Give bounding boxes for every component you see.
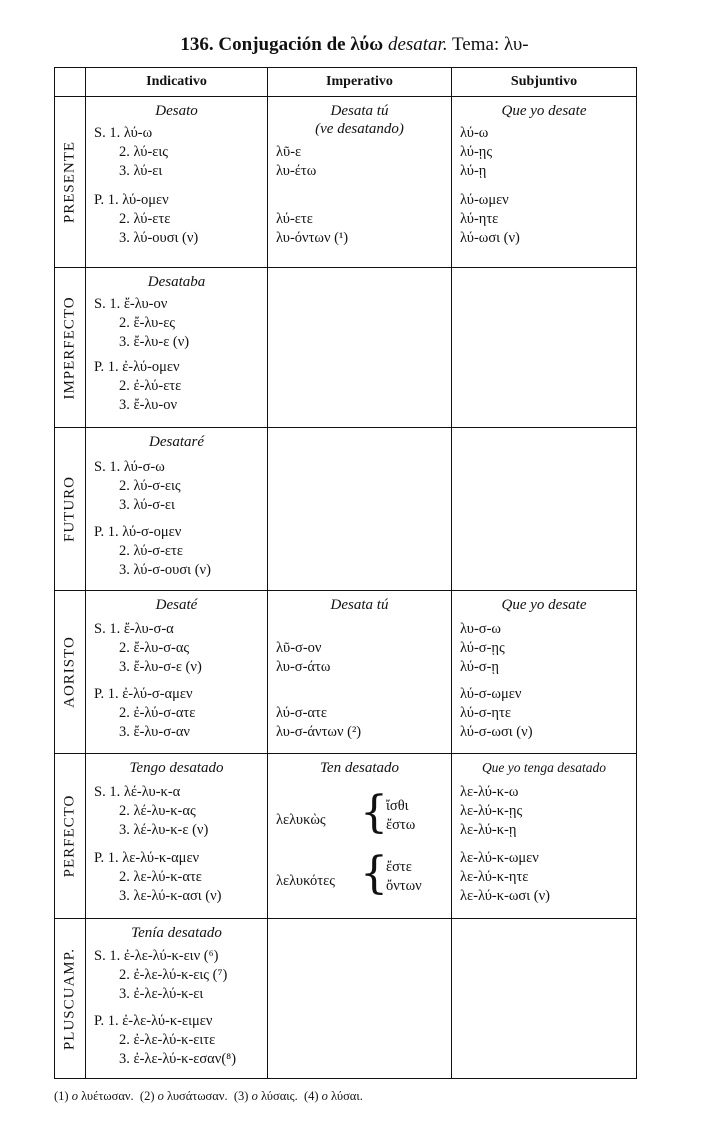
col-header-indicativo: Indicativo	[86, 68, 268, 97]
form: λύ-σ-ωσι (ν)	[460, 724, 533, 740]
form: 3. ἔ-λυ-σ-ε (ν)	[119, 659, 202, 675]
cell-heading: Que yo tenga desatado	[481, 760, 607, 775]
tense-label: IMPERFECTO	[61, 295, 78, 400]
form: λύ-σ-ωμεν	[460, 686, 522, 702]
form: 3. ἐ-λε-λύ-κ-εσαν(⁸)	[119, 1051, 237, 1067]
form: 2. ἐ-λε-λύ-κ-ειτε	[119, 1032, 216, 1048]
footnote-prefix: o	[157, 1089, 164, 1103]
tense-label-cell	[55, 268, 86, 428]
form: λύ-ετε	[276, 211, 313, 227]
form: ἔστε	[386, 859, 412, 875]
form: P. 1. λύ-ομεν	[94, 192, 169, 208]
form: λύ-ῃς	[460, 144, 493, 160]
footnote-prefix: o	[251, 1089, 258, 1103]
form: 2. ἔ-λυ-σ-ας	[119, 640, 190, 656]
form: P. 1. λύ-σ-ομεν	[94, 524, 182, 540]
tense-label-cell	[55, 754, 86, 919]
footnote-number: (1)	[54, 1089, 69, 1103]
form: 2. ἐ-λύ-σ-ατε	[119, 705, 196, 721]
tense-label-cell	[55, 97, 86, 268]
form: λῦ-σ-ον	[276, 640, 322, 656]
section-number: 136.	[180, 34, 214, 55]
tense-row-presente	[55, 97, 637, 268]
form: 3. ἔ-λυ-ε (ν)	[119, 334, 190, 350]
footnote-number: (2)	[139, 1089, 155, 1103]
form: λε-λύ-κ-ωσι (ν)	[460, 888, 550, 904]
form: 3. λύ-σ-ουσι (ν)	[119, 562, 211, 578]
cell-heading: Desataré	[149, 434, 204, 450]
indicativo-cell	[86, 591, 268, 754]
footnote	[304, 1089, 363, 1103]
subjuntivo-cell-empty	[452, 268, 637, 428]
form: λύ-σ-ατε	[276, 705, 327, 721]
form: 2. λύ-ετε	[119, 211, 171, 227]
form: λυ-έτω	[276, 163, 317, 179]
indicativo-cell	[86, 428, 268, 591]
form: 2. λέ-λυ-κ-ας	[119, 803, 196, 819]
footnote-text: λυσάτωσαν.	[167, 1089, 228, 1103]
form: 2. λύ-σ-ετε	[119, 543, 183, 559]
form: λυ-σ-ω	[460, 621, 501, 637]
tense-label-cell	[55, 591, 86, 754]
title-stem: Tema: λυ-	[452, 34, 529, 55]
cell-heading: Desata tú	[330, 103, 389, 119]
cell-heading: Que yo desate	[501, 597, 587, 613]
form: λε-λύ-κ-ῃς	[460, 803, 523, 819]
tense-row-imperfecto	[55, 268, 637, 428]
subjuntivo-cell	[452, 591, 637, 754]
form: S. 1. λύ-ω	[94, 125, 153, 141]
form: P. 1. ἐ-λύ-σ-αμεν	[94, 686, 193, 702]
cell-heading: Desato	[155, 103, 198, 119]
footnote-prefix: o	[71, 1089, 78, 1103]
form: λε-λύ-κ-ω	[460, 784, 519, 800]
form: 3. λύ-ει	[119, 163, 163, 179]
indicativo-cell	[86, 754, 268, 919]
corner-cell	[55, 68, 86, 97]
cell-heading: Ten desatado	[319, 760, 400, 776]
cell-heading: Desataba	[147, 274, 206, 290]
form: λύ-ωσι (ν)	[460, 230, 520, 246]
form: λε-λύ-κ-ωμεν	[460, 850, 539, 866]
form: S. 1. ἔ-λυ-σ-α	[94, 621, 174, 637]
tense-row-futuro	[55, 428, 637, 591]
form: λυ-σ-άτω	[276, 659, 331, 675]
indicativo-cell	[86, 268, 268, 428]
tense-row-pluscuamperfecto	[55, 919, 637, 1079]
cell-heading: Que yo desate	[501, 103, 587, 119]
form: 3. λύ-ουσι (ν)	[119, 230, 199, 246]
form: 3. λέ-λυ-κ-ε (ν)	[119, 822, 209, 838]
form: λύ-ωμεν	[460, 192, 509, 208]
subjuntivo-cell	[452, 97, 637, 268]
left-brace-icon: {	[360, 787, 388, 838]
form: ἔστω	[386, 817, 416, 833]
title-main: Conjugación de λύω	[218, 34, 384, 55]
form: λῦ-ε	[276, 144, 302, 160]
form: λύ-ητε	[460, 211, 499, 227]
form: 3. λε-λύ-κ-ασι (ν)	[119, 888, 222, 904]
cell-heading: Desaté	[155, 597, 198, 613]
tense-label: PERFECTO	[61, 794, 78, 878]
subjuntivo-cell	[452, 754, 637, 919]
form: S. 1. λύ-σ-ω	[94, 459, 165, 475]
footnote-text: λύσαι.	[331, 1089, 363, 1103]
form: 2. ἐ-λε-λύ-κ-εις (⁷)	[119, 967, 228, 983]
cell-heading: Desata tú	[330, 597, 389, 613]
page-title	[0, 34, 709, 56]
tense-row-perfecto	[55, 754, 637, 919]
form: λύ-σ-ῃς	[460, 640, 505, 656]
form: λύ-ω	[460, 125, 489, 141]
left-brace-icon: {	[360, 848, 388, 899]
form: S. 1. ἐ-λε-λύ-κ-ειν (⁶)	[94, 948, 219, 964]
form: 2. λε-λύ-κ-ατε	[119, 869, 202, 885]
subjuntivo-cell-empty	[452, 428, 637, 591]
form: 3. ἐ-λε-λύ-κ-ει	[119, 986, 204, 1002]
imperativo-cell	[268, 97, 452, 268]
form: 3. λύ-σ-ει	[119, 497, 175, 513]
col-header-imperativo: Imperativo	[268, 68, 452, 97]
tense-label: PRESENTE	[61, 140, 78, 224]
tense-label: FUTURO	[61, 475, 78, 543]
form: λυ-σ-άντων (²)	[276, 724, 362, 740]
perfect-participle-plural: λελυκότες	[276, 873, 335, 889]
form: λύ-σ-ητε	[460, 705, 511, 721]
form: λυ-όντων (¹)	[276, 230, 349, 246]
imperativo-cell-empty	[268, 268, 452, 428]
cell-heading: Tengo desatado	[129, 760, 224, 776]
form: S. 1. ἔ-λυ-ον	[94, 296, 168, 312]
col-header-subjuntivo: Subjuntivo	[452, 68, 637, 97]
form: λύ-σ-ῃ	[460, 659, 500, 675]
form: ἴσθι	[386, 798, 409, 814]
footnote	[54, 1089, 134, 1103]
subjuntivo-cell-empty	[452, 919, 637, 1079]
conjugation-table	[54, 67, 637, 1079]
form: 2. λύ-εις	[119, 144, 169, 160]
form: 2. ἔ-λυ-ες	[119, 315, 176, 331]
title-verb-meaning: desatar.	[387, 34, 448, 55]
cell-subheading: (ve desatando)	[315, 121, 404, 137]
footnote	[234, 1089, 298, 1103]
footnote-text: λύσαις.	[260, 1089, 298, 1103]
imperativo-cell	[268, 591, 452, 754]
form: 2. λύ-σ-εις	[119, 478, 181, 494]
tense-label: AORISTO	[61, 636, 78, 708]
form: P. 1. ἐ-λε-λύ-κ-ειμεν	[94, 1013, 213, 1029]
form: S. 1. λέ-λυ-κ-α	[94, 784, 181, 800]
form: ὄντων	[386, 878, 422, 894]
form: λε-λύ-κ-ῃ	[460, 822, 517, 838]
imperativo-cell	[268, 754, 452, 919]
form: 3. ἔ-λυ-ον	[119, 397, 177, 413]
imperativo-cell-empty	[268, 428, 452, 591]
perfect-participle-singular: λελυκὼς	[276, 812, 326, 828]
footnote-number: (3)	[233, 1089, 249, 1103]
footnote-number: (4)	[303, 1089, 319, 1103]
tense-row-aoristo	[55, 591, 637, 754]
form: P. 1. ἐ-λύ-ομεν	[94, 359, 180, 375]
form: λύ-ῃ	[460, 163, 487, 179]
header-row	[55, 68, 637, 97]
footnote-prefix: o	[321, 1089, 328, 1103]
footnotes	[54, 1089, 363, 1104]
tense-label-cell	[55, 428, 86, 591]
indicativo-cell	[86, 97, 268, 268]
form: λε-λύ-κ-ητε	[460, 869, 529, 885]
indicativo-cell	[86, 919, 268, 1079]
footnote	[140, 1089, 228, 1103]
form: 2. ἐ-λύ-ετε	[119, 378, 182, 394]
cell-heading: Tenía desatado	[131, 925, 222, 941]
tense-label: PLUSCUAMP.	[61, 947, 78, 1050]
tense-label-cell	[55, 919, 86, 1079]
form: 3. ἔ-λυ-σ-αν	[119, 724, 190, 740]
form: P. 1. λε-λύ-κ-αμεν	[94, 850, 200, 866]
footnote-text: λυέτωσαν.	[81, 1089, 134, 1103]
imperativo-cell-empty	[268, 919, 452, 1079]
